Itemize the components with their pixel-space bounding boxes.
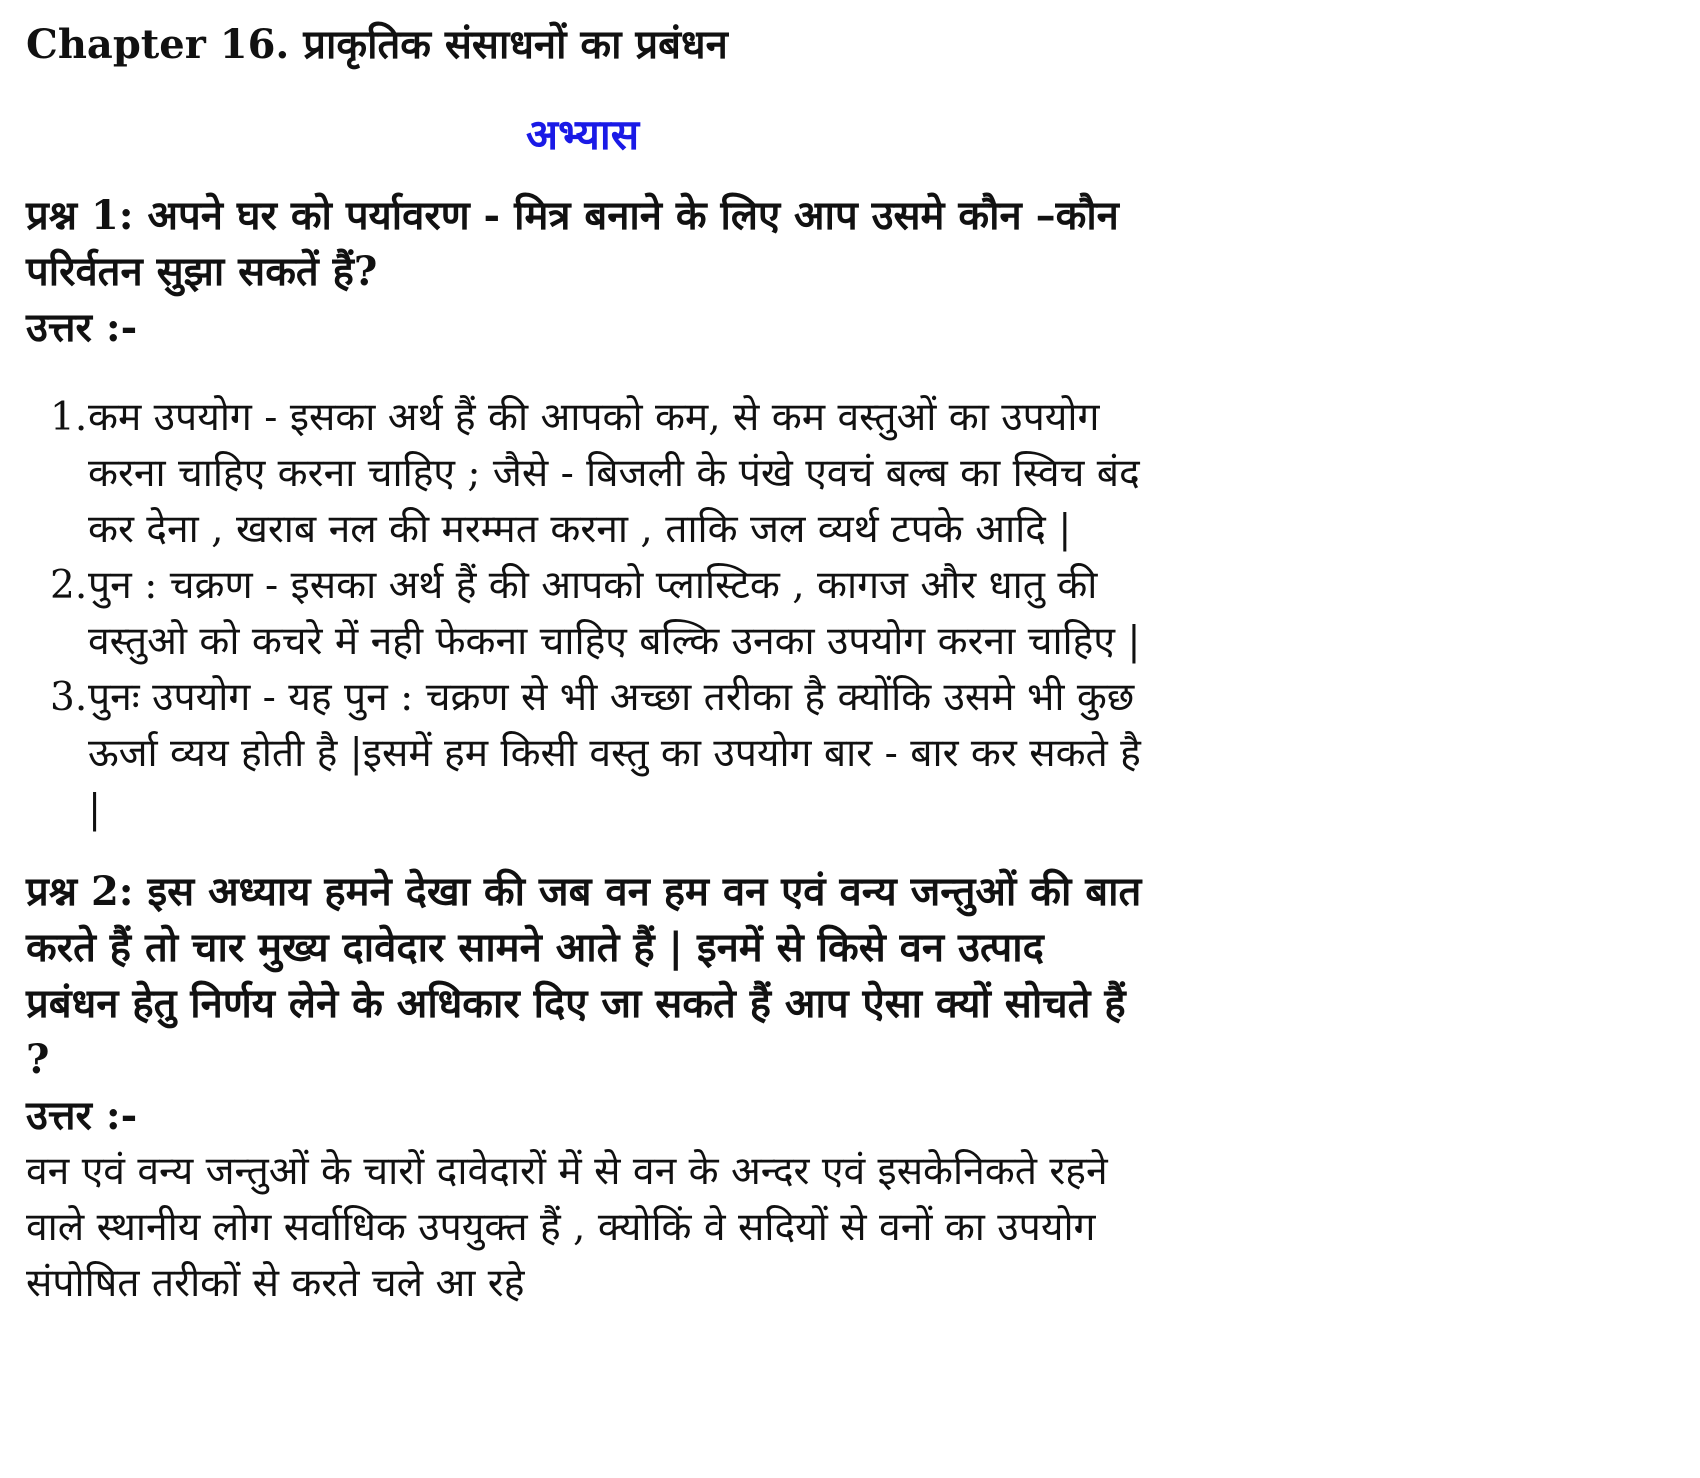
list-item-text: पुन : चक्रण - इसका अर्थ हैं की आपको प्लास्टिक , कागज और धातु की वस्तुओ को कचरे में नही फेकना चाहिए बल्कि उनका उपयोग करना चाहिए | (88, 563, 1141, 664)
question-block-1 (26, 188, 1666, 838)
list-item-number: 2. (50, 563, 88, 608)
list-item (50, 670, 1150, 838)
list-item-number: 1. (50, 395, 88, 440)
question-2-text: प्रश्न 2: इस अध्याय हमने देखा की जब वन हम वन एवं वन्य जन्तुओं की बात करते हैं तो चार मुख्य दावेदार सामने आते हैं | इनमें से किसे वन उत्पाद प्रबंधन हेतु निर्णय लेने के अधिकार दिए जा सकते हैं आप ऐसा क्यों सोचते हैं ? (26, 868, 1142, 1083)
list-item (50, 390, 1150, 558)
question-block-2 (26, 864, 1666, 1312)
document-page (26, 14, 1666, 1312)
answer-1-list (26, 390, 1150, 838)
answer-2-label: उत्तर :- (26, 1092, 138, 1139)
answer-1-label: उत्तर :- (26, 304, 138, 351)
question-1-text: प्रश्न 1: अपने घर को पर्यावरण - मित्र बनाने के लिए आप उसमे कौन –कौन परिर्वतन सुझा सकतें हैं? (26, 192, 1119, 295)
section-heading: अभ्यास (526, 110, 640, 159)
list-item (50, 558, 1150, 670)
list-item-text: पुनः उपयोग - यह पुन : चक्रण से भी अच्छा तरीका है क्योंकि उसमे भी कुछ ऊर्जा व्यय होती है |इसमें हम किसी वस्तु का उपयोग बार - बार कर सकते है | (88, 675, 1141, 832)
list-item-text: कम उपयोग - इसका अर्थ हैं की आपको कम, से कम वस्तुओं का उपयोग करना चाहिए करना चाहिए ; जैसे - बिजली के पंखे एवचं बल्ब का स्विच बंद कर देना , खराब नल की मरम्मत करना , ताकि जल व्यर्थ टपके आदि | (88, 395, 1140, 552)
answer-2-text: वन एवं वन्य जन्तुओं के चारों दावेदारों में से वन के अन्दर एवं इसकेनिकते रहने वाले स्थानीय लोग सर्वाधिक उपयुक्त हैं , क्योकिं वे सदियों से वनों का उपयोग संपोषित तरीकों से करते चले आ रहे (26, 1149, 1108, 1306)
list-item-number: 3. (50, 675, 88, 720)
chapter-title: Chapter 16. प्राकृतिक संसाधनों का प्रबंधन (26, 21, 728, 68)
